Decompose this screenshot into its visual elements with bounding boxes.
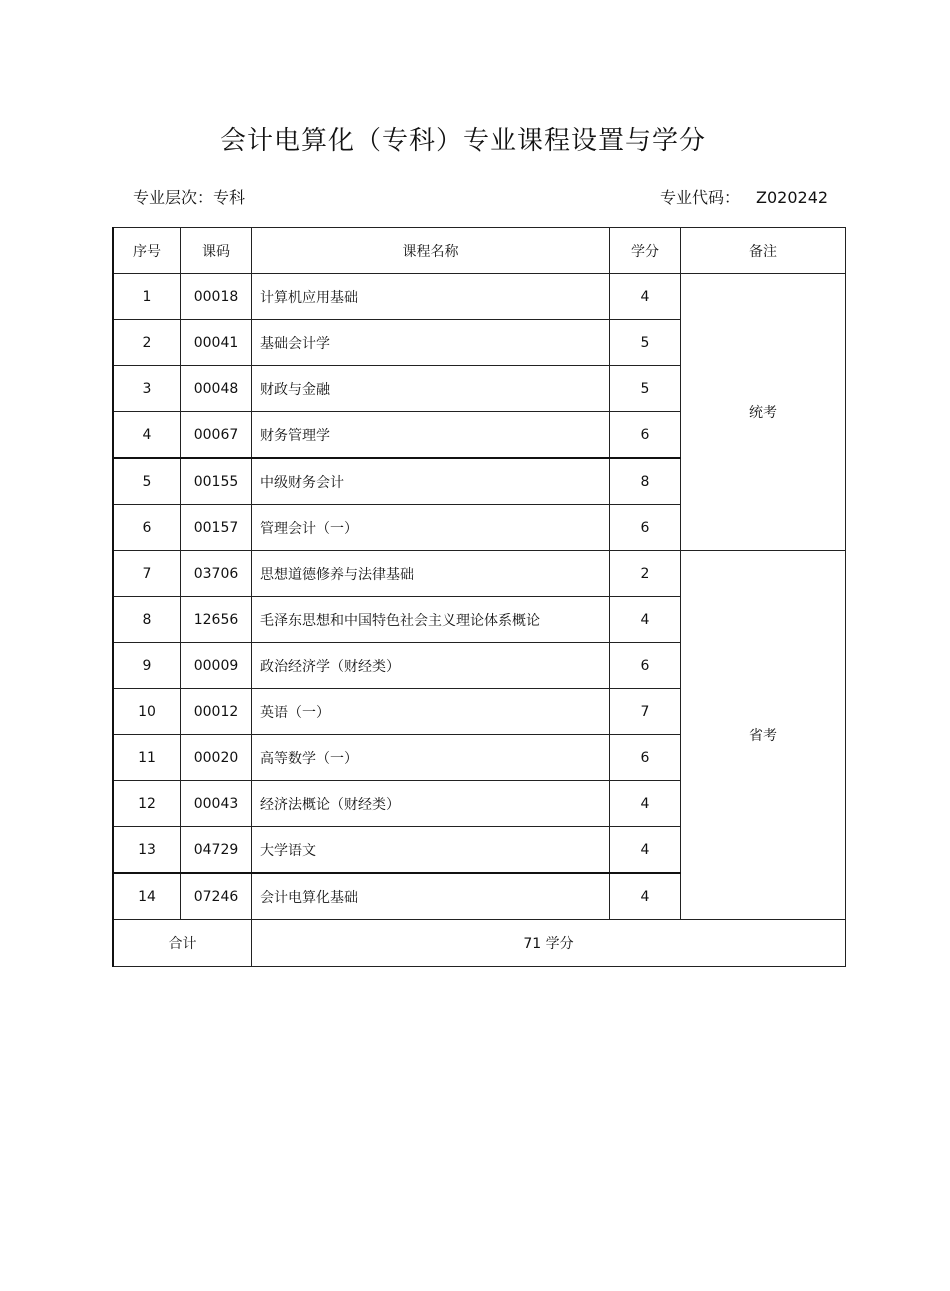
header-code: 课码 [181,228,252,274]
note-unified-exam: 统考 [681,274,846,551]
header-no: 序号 [113,228,181,274]
row-credit: 4 [610,827,681,874]
header-note: 备注 [681,228,846,274]
row-credit: 5 [610,366,681,412]
row-credit: 4 [610,274,681,320]
total-value: 71 学分 [252,920,846,967]
row-credit: 8 [610,458,681,505]
row-name: 高等数学（一） [252,735,610,781]
note-provincial-exam: 省考 [681,551,846,920]
page-title: 会计电算化（专科）专业课程设置与学分 [219,126,706,156]
row-no: 4 [113,412,181,459]
row-code: 00012 [181,689,252,735]
row-code: 12656 [181,597,252,643]
row-credit: 2 [610,551,681,597]
row-no: 14 [113,873,181,920]
major-code-label: 专业代码： [660,188,741,207]
row-no: 10 [113,689,181,735]
row-code: 04729 [181,827,252,874]
row-credit: 6 [610,412,681,459]
row-code: 00157 [181,505,252,551]
row-code: 00043 [181,781,252,827]
row-no: 11 [113,735,181,781]
row-code: 07246 [181,873,252,920]
row-name: 财务管理学 [252,412,610,459]
row-credit: 4 [610,781,681,827]
row-code: 03706 [181,551,252,597]
row-no: 2 [113,320,181,366]
row-name: 计算机应用基础 [252,274,610,320]
row-code: 00067 [181,412,252,459]
row-no: 5 [113,458,181,505]
row-credit: 5 [610,320,681,366]
major-level: 专业层次：专科 [133,188,246,207]
row-name: 基础会计学 [252,320,610,366]
row-credit: 6 [610,735,681,781]
row-code: 00018 [181,274,252,320]
row-code: 00041 [181,320,252,366]
total-row [113,920,846,967]
row-name: 毛泽东思想和中国特色社会主义理论体系概论 [252,597,610,643]
row-credit: 4 [610,873,681,920]
row-credit: 6 [610,643,681,689]
row-code: 00048 [181,366,252,412]
row-code: 00020 [181,735,252,781]
major-code [660,185,828,208]
total-label: 合计 [113,920,252,967]
row-no: 9 [113,643,181,689]
table-header-row [113,228,846,274]
table-row [113,274,846,320]
header-credit: 学分 [610,228,681,274]
row-name: 大学语文 [252,827,610,874]
row-name: 管理会计（一） [252,505,610,551]
row-no: 8 [113,597,181,643]
row-credit: 4 [610,597,681,643]
row-code: 00009 [181,643,252,689]
row-name: 政治经济学（财经类） [252,643,610,689]
row-no: 13 [113,827,181,874]
row-no: 7 [113,551,181,597]
row-name: 经济法概论（财经类） [252,781,610,827]
major-code-value: Z020242 [756,188,829,207]
row-no: 3 [113,366,181,412]
row-name: 中级财务会计 [252,458,610,505]
row-no: 12 [113,781,181,827]
header-name: 课程名称 [252,228,610,274]
row-name: 英语（一） [252,689,610,735]
course-table [112,227,846,967]
table-row [113,551,846,597]
row-code: 00155 [181,458,252,505]
row-name: 思想道德修养与法律基础 [252,551,610,597]
row-credit: 7 [610,689,681,735]
row-name: 会计电算化基础 [252,873,610,920]
row-credit: 6 [610,505,681,551]
row-name: 财政与金融 [252,366,610,412]
row-no: 6 [113,505,181,551]
row-no: 1 [113,274,181,320]
